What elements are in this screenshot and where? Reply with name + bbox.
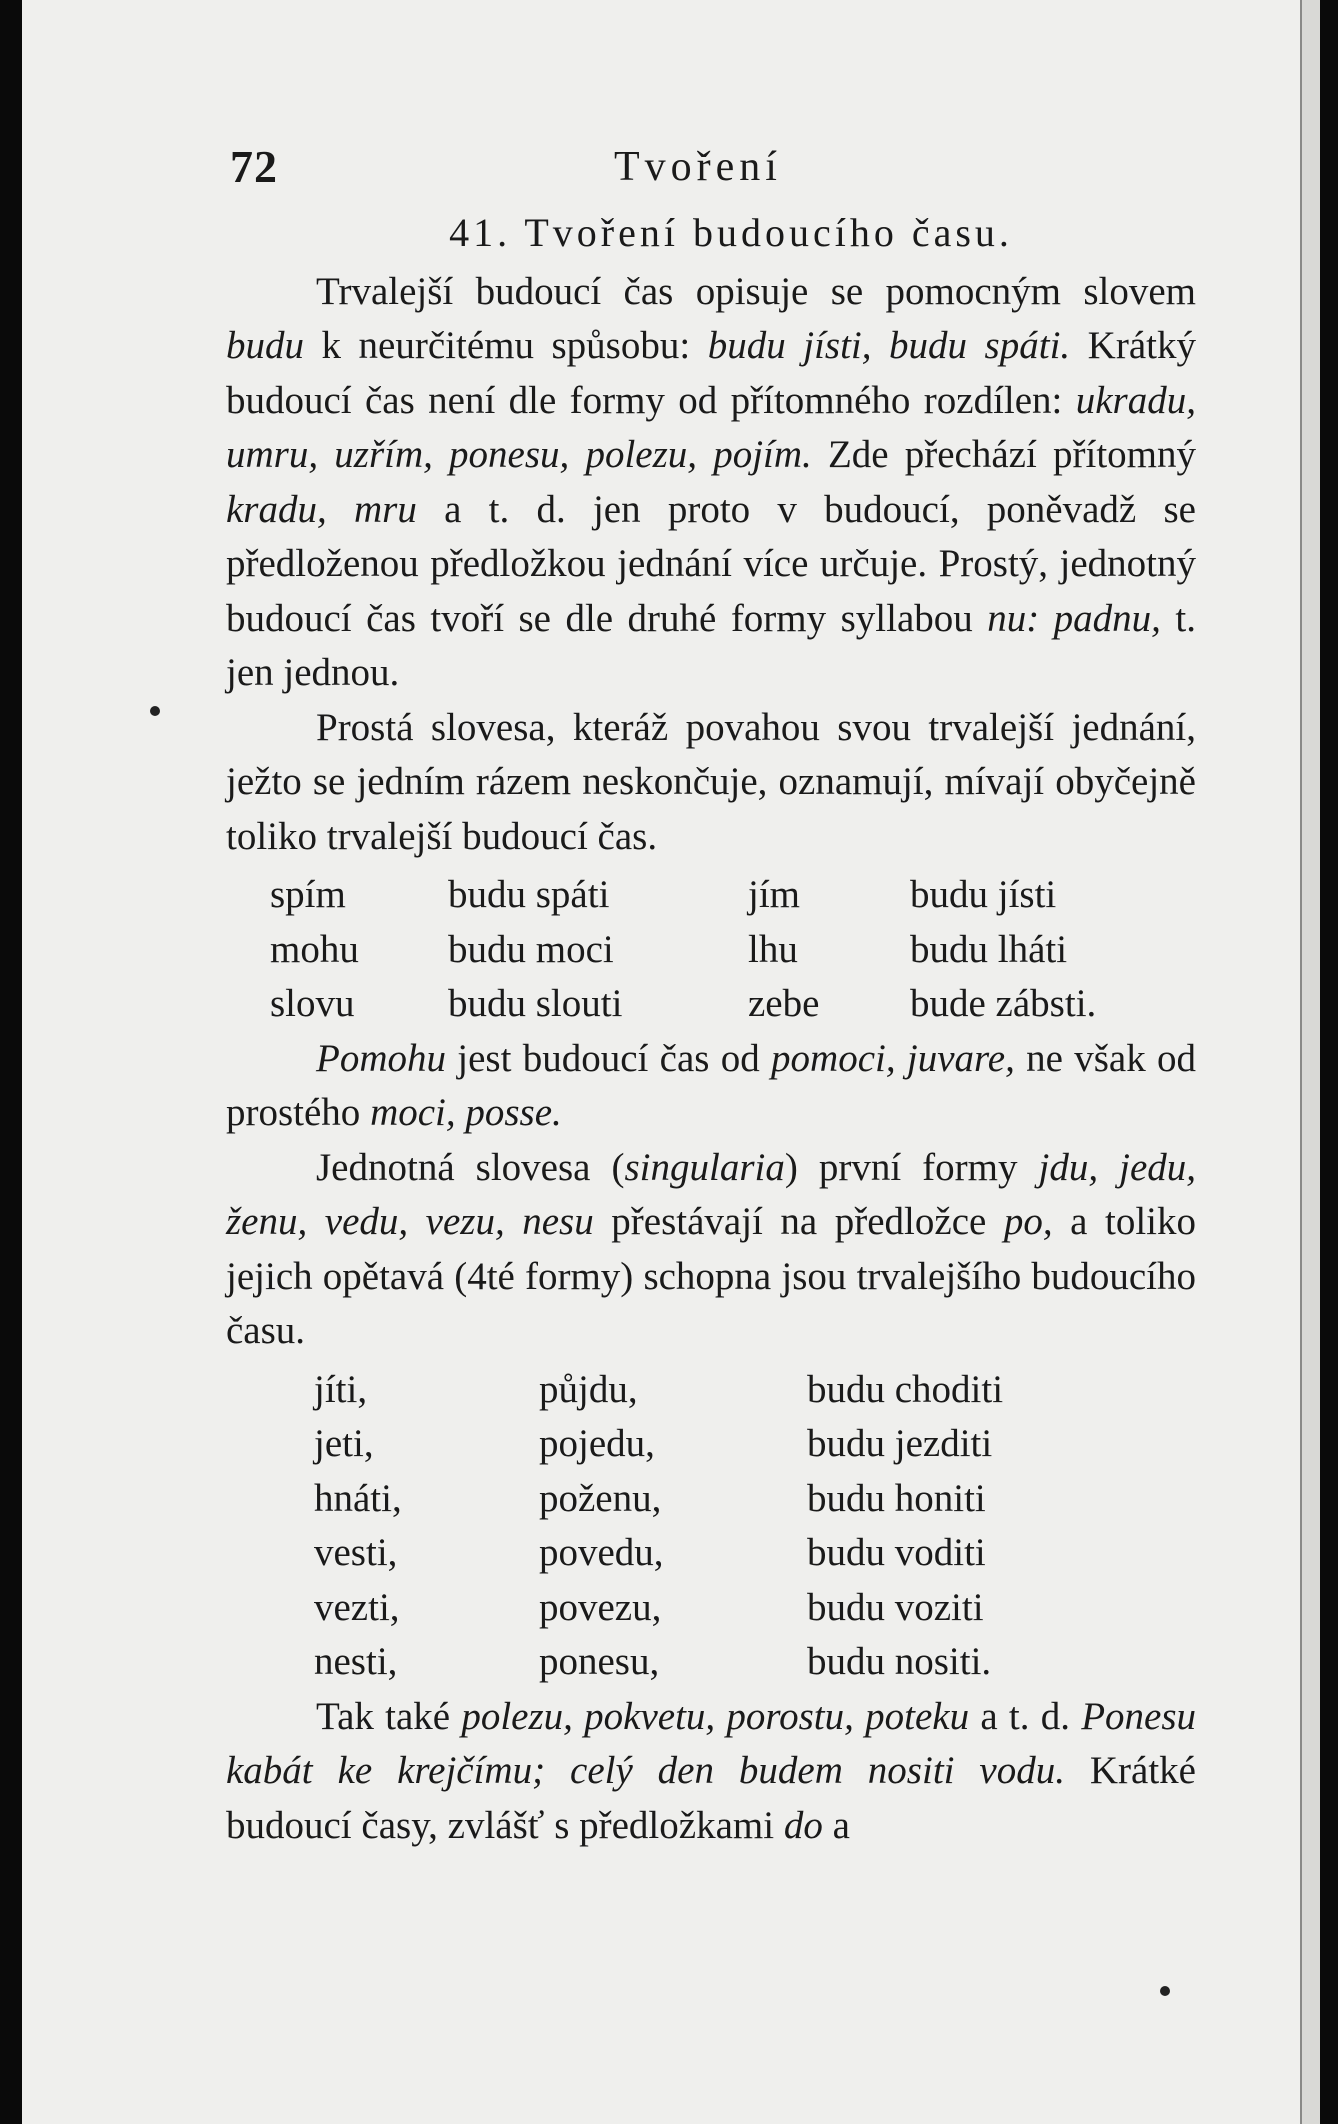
- verb-forms-table-1: [226, 868, 1096, 1032]
- table-row: spím budu spáti jím budu jísti: [270, 873, 1057, 916]
- table-row: vesti, povedu, budu voditi: [314, 1531, 986, 1574]
- table-row: slovu budu slouti zebe bude zábsti.: [270, 982, 1097, 1025]
- table-row: jíti, půjdu, budu choditi: [314, 1367, 1004, 1411]
- ink-speck: [150, 706, 160, 716]
- paragraph-1: Trvalejší budoucí čas opisuje se pomocným slovem budu k neurčitému spůsobu: budu jísti, budu spáti. Krátký budoucí čas není dle formy od přítomného rozdílen: ukradu, umru, uzřím, ponesu, polezu, pojím. Zde přechází přítomný kradu, mru a t. d. jen proto v budoucí, poněvadž se předloženou předložkou jednání více určuje. Prostý, jednotný budoucí čas tvoří se dle druhé formy syllabou nu: padnu, t. jen jednou.: [226, 269, 1196, 694]
- running-title: Tvoření: [614, 144, 782, 190]
- table-row: vezti, povezu, budu voziti: [314, 1585, 984, 1629]
- verb-forms-table-2: [226, 1363, 1107, 1690]
- page-number: 72: [230, 141, 278, 192]
- paragraph-2: Prostá slovesa, kteráž povahou svou trvalejší jednání, ježto se jedním rázem neskončuje, oznamují, mívají obyčejně toliko trvalejší budoucí čas.: [226, 705, 1196, 858]
- section-title: 41. Tvoření budoucího času.: [449, 210, 1013, 255]
- ink-speck: [1160, 1986, 1170, 1996]
- page-text: [226, 140, 1196, 1853]
- page-edge: [1300, 0, 1320, 2124]
- paragraph-5: Tak také polezu, pokvetu, porostu, poteku a t. d. Ponesu kabát ke krejčímu; celý den budem nositi vodu. Krátké budoucí časy, zvlášť s předložkami do a: [226, 1694, 1196, 1847]
- paragraph-3: Pomohu jest budoucí čas od pomoci, juvare, ne však od prostého moci, posse.: [226, 1036, 1197, 1134]
- paragraph-4: Jednotná slovesa (singularia) první formy jdu, jedu, ženu, vedu, vezu, nesu přestávají na předložce po, a toliko jejich opětavá (4té formy) schopna jsou trvalejšího budoucího času.: [226, 1145, 1197, 1352]
- table-row: nesti, ponesu, budu nositi.: [314, 1640, 992, 1683]
- table-row: jeti, pojedu, budu jezditi: [314, 1422, 993, 1465]
- running-header: [226, 140, 1196, 200]
- table-row: mohu budu moci lhu budu lháti: [270, 927, 1068, 971]
- table-row: hnáti, poženu, budu honiti: [314, 1476, 986, 1520]
